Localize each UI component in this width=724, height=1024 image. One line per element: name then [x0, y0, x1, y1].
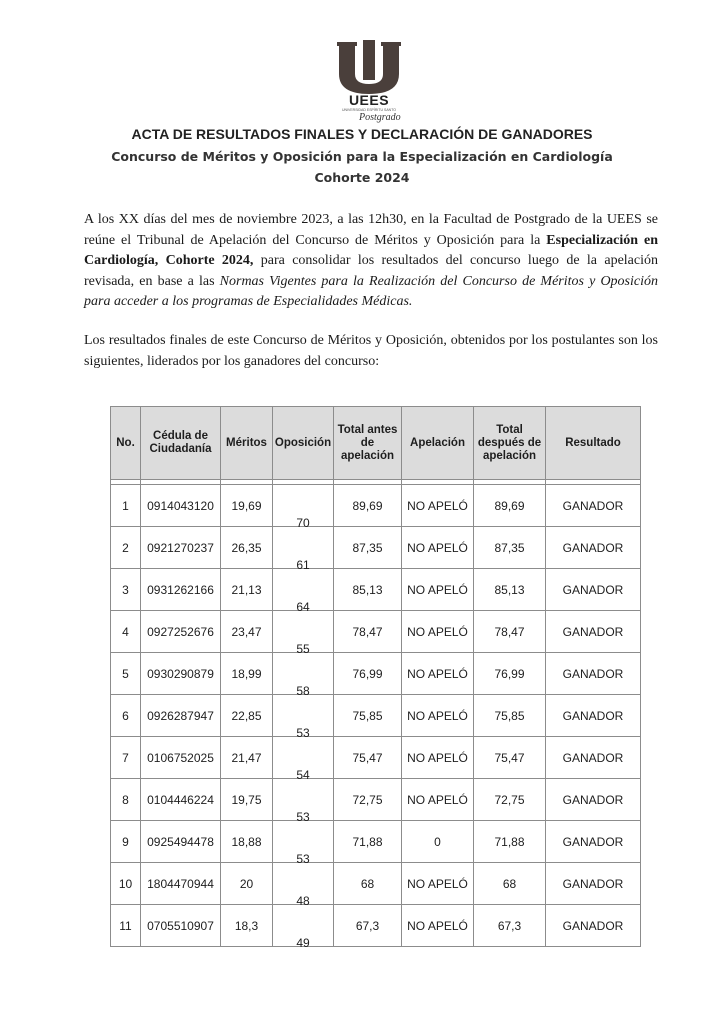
cell-oposicion-value: 55 — [296, 642, 310, 656]
intro-paragraph — [84, 210, 658, 313]
cell-row-number: 7 — [111, 737, 141, 779]
table-row — [111, 821, 641, 863]
cell-total-antes: 68 — [334, 863, 402, 905]
cell-oposicion-value: 53 — [296, 810, 310, 824]
cell-apelacion: NO APELÓ — [402, 737, 474, 779]
cell-row-number: 10 — [111, 863, 141, 905]
cell-row-number: 3 — [111, 569, 141, 611]
cell-cedula: 0106752025 — [141, 737, 221, 779]
cell-total-antes: 71,88 — [334, 821, 402, 863]
cell-total-antes: 75,85 — [334, 695, 402, 737]
table-row — [111, 863, 641, 905]
cell-row-number: 6 — [111, 695, 141, 737]
cell-oposicion-value: 53 — [296, 852, 310, 866]
cohort-label: Cohorte 2024 — [314, 170, 410, 185]
cell-total-antes: 87,35 — [334, 527, 402, 569]
cell-apelacion: NO APELÓ — [402, 527, 474, 569]
cell-total-despues: 71,88 — [474, 821, 546, 863]
cell-resultado: GANADOR — [546, 695, 641, 737]
table-row — [111, 737, 641, 779]
document-subtitle: Concurso de Méritos y Oposición para la Especialización en Cardiología — [111, 149, 613, 164]
header-resultado: Resultado — [546, 407, 641, 480]
cell-apelacion: NO APELÓ — [402, 863, 474, 905]
cell-total-despues: 78,47 — [474, 611, 546, 653]
cell-total-despues: 68 — [474, 863, 546, 905]
cell-total-despues: 75,47 — [474, 737, 546, 779]
cell-apelacion: NO APELÓ — [402, 653, 474, 695]
cell-resultado: GANADOR — [546, 821, 641, 863]
intro-bold: Especialización en Cardiología, Cohorte 2024, — [84, 232, 659, 268]
cell-total-despues: 67,3 — [474, 905, 546, 947]
cell-oposicion-value: 61 — [296, 558, 310, 572]
cell-oposicion — [273, 737, 334, 782]
cell-cedula: 0931262166 — [141, 569, 221, 611]
cell-cedula: 0104446224 — [141, 779, 221, 821]
results-table — [110, 406, 641, 950]
cell-meritos: 21,13 — [221, 569, 273, 611]
logo-subtext: UNIVERSIDAD ESPÍRITU SANTO — [341, 108, 396, 112]
cell-total-despues: 75,85 — [474, 695, 546, 737]
header-oposicion: Oposición — [273, 407, 334, 480]
header-meritos: Méritos — [221, 407, 273, 480]
cell-total-despues: 89,69 — [474, 485, 546, 527]
table-row — [111, 569, 641, 611]
cell-cedula: 1804470944 — [141, 863, 221, 905]
cell-cedula: 0705510907 — [141, 905, 221, 947]
cell-meritos: 26,35 — [221, 527, 273, 569]
cell-meritos: 19,75 — [221, 779, 273, 821]
cell-row-number: 9 — [111, 821, 141, 863]
cell-apelacion: NO APELÓ — [402, 905, 474, 947]
cell-oposicion — [273, 653, 334, 698]
cell-total-antes: 89,69 — [334, 485, 402, 527]
cell-oposicion-value: 64 — [296, 600, 310, 614]
table-row — [111, 653, 641, 695]
cell-oposicion-value: 70 — [296, 516, 310, 530]
header-total-despues: Total después de apelación — [474, 407, 546, 480]
cell-total-despues: 72,75 — [474, 779, 546, 821]
cell-row-number: 4 — [111, 611, 141, 653]
cell-total-despues: 76,99 — [474, 653, 546, 695]
cell-meritos: 18,88 — [221, 821, 273, 863]
cell-row-number: 8 — [111, 779, 141, 821]
intro-text-2: para consolidar los resultados del concurso luego de la apelación revisada, en base a las — [84, 253, 658, 289]
header-cedula: Cédula de Ciudadanía — [141, 407, 221, 480]
cell-oposicion — [273, 695, 334, 740]
cell-apelacion: NO APELÓ — [402, 779, 474, 821]
intro-italic: Normas Vigentes para la Realización del Concurso de Méritos y Oposición para acceder a los programas de Especialidades Médicas. — [84, 273, 658, 309]
cell-oposicion — [273, 821, 334, 866]
cell-resultado: GANADOR — [546, 611, 641, 653]
cell-meritos: 19,69 — [221, 485, 273, 527]
cell-total-antes: 67,3 — [334, 905, 402, 947]
cell-resultado: GANADOR — [546, 653, 641, 695]
cell-oposicion — [273, 485, 334, 530]
cell-oposicion — [273, 905, 334, 950]
cell-meritos: 18,3 — [221, 905, 273, 947]
cell-apelacion: NO APELÓ — [402, 695, 474, 737]
table-row — [111, 527, 641, 569]
document-title: ACTA DE RESULTADOS FINALES Y DECLARACIÓN DE GANADORES — [131, 126, 593, 142]
cell-resultado: GANADOR — [546, 569, 641, 611]
cell-total-antes: 76,99 — [334, 653, 402, 695]
cell-oposicion-value: 49 — [296, 936, 310, 950]
cell-oposicion-value: 54 — [296, 768, 310, 782]
table-header-row — [111, 407, 641, 480]
cell-total-antes: 78,47 — [334, 611, 402, 653]
cell-cedula: 0930290879 — [141, 653, 221, 695]
results-paragraph: Los resultados finales de este Concurso de Méritos y Oposición, obtenidos por los postulantes son los siguientes, liderados por los ganadores del concurso: — [84, 333, 658, 369]
header-apelacion: Apelación — [402, 407, 474, 480]
cell-meritos: 21,47 — [221, 737, 273, 779]
cell-resultado: GANADOR — [546, 863, 641, 905]
table-row — [111, 485, 641, 527]
cell-oposicion — [273, 569, 334, 614]
header-total-antes: Total antes de apelación — [334, 407, 402, 480]
table-row — [111, 905, 641, 947]
cell-resultado: GANADOR — [546, 485, 641, 527]
cell-total-despues: 85,13 — [474, 569, 546, 611]
cell-row-number: 1 — [111, 485, 141, 527]
cell-apelacion: 0 — [402, 821, 474, 863]
intro-text-1: A los XX días del mes de noviembre 2023, a las 12h30, en la Facultad de Postgrado de la UEES se reúne el Tribunal de Apelación del Concurso de Méritos y Oposición para la — [84, 212, 658, 248]
cell-cedula: 0927252676 — [141, 611, 221, 653]
uees-u-emblem-icon — [333, 40, 405, 94]
logo-script: Postgrado — [359, 112, 401, 123]
cell-oposicion-value: 48 — [296, 894, 310, 908]
cell-apelacion: NO APELÓ — [402, 485, 474, 527]
cell-oposicion-value: 53 — [296, 726, 310, 740]
cell-oposicion — [273, 527, 334, 572]
cell-meritos: 22,85 — [221, 695, 273, 737]
cell-total-antes: 72,75 — [334, 779, 402, 821]
cell-oposicion — [273, 779, 334, 824]
logo-text: UEES — [348, 92, 390, 108]
table-row — [111, 695, 641, 737]
cell-total-antes: 75,47 — [334, 737, 402, 779]
cell-meritos: 18,99 — [221, 653, 273, 695]
cell-apelacion: NO APELÓ — [402, 569, 474, 611]
cell-cedula: 0926287947 — [141, 695, 221, 737]
cell-cedula: 0914043120 — [141, 485, 221, 527]
table-row — [111, 611, 641, 653]
cell-meritos: 23,47 — [221, 611, 273, 653]
cell-row-number: 5 — [111, 653, 141, 695]
cell-resultado: GANADOR — [546, 737, 641, 779]
cell-resultado: GANADOR — [546, 527, 641, 569]
table-row — [111, 779, 641, 821]
cell-oposicion — [273, 863, 334, 908]
cell-cedula: 0925494478 — [141, 821, 221, 863]
cell-total-despues: 87,35 — [474, 527, 546, 569]
cell-total-antes: 85,13 — [334, 569, 402, 611]
cell-apelacion: NO APELÓ — [402, 611, 474, 653]
header-no: No. — [111, 407, 141, 480]
cell-resultado: GANADOR — [546, 779, 641, 821]
cell-oposicion-value: 58 — [296, 684, 310, 698]
uees-logo — [333, 40, 413, 124]
cell-resultado: GANADOR — [546, 905, 641, 947]
cell-meritos: 20 — [221, 863, 273, 905]
cell-row-number: 11 — [111, 905, 141, 947]
cell-row-number: 2 — [111, 527, 141, 569]
cell-cedula: 0921270237 — [141, 527, 221, 569]
cell-oposicion — [273, 611, 334, 656]
